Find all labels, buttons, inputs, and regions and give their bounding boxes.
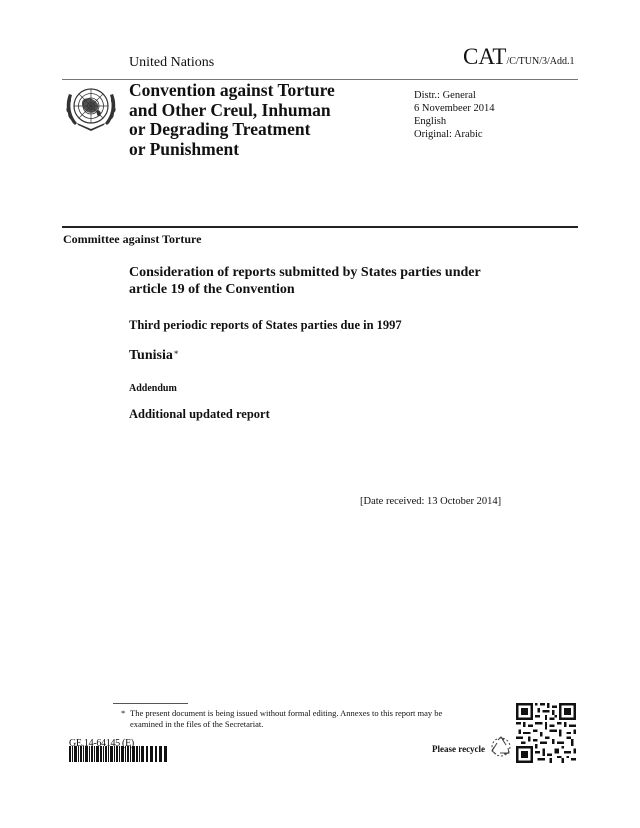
heading-line: Consideration of reports submitted by States parties under: [129, 265, 481, 280]
symbol-main: CAT: [463, 44, 507, 69]
recycle-icon: [491, 736, 511, 758]
organization-name: United Nations: [129, 55, 215, 70]
document-date: 6 Novembeer 2014: [414, 103, 495, 114]
title-line: and Other Creul, Inhuman: [129, 99, 331, 120]
country-name: Tunisia: [129, 348, 173, 363]
symbol-suffix: /C/TUN/3/Add.1: [506, 56, 575, 67]
section-rule: [62, 226, 578, 228]
title-line: or Degrading Treatment: [129, 119, 311, 139]
addendum-label: Addendum: [129, 383, 177, 394]
original-language: Original: Arabic: [414, 129, 483, 140]
consideration-heading: [129, 265, 481, 298]
title-line: Convention against Torture: [129, 80, 335, 100]
footnote-rule: [113, 703, 188, 704]
country-heading: [129, 348, 178, 364]
job-number: GE.14-64145 (E): [69, 738, 134, 749]
un-emblem-icon: [63, 82, 119, 132]
report-subtitle: Additional updated report: [129, 407, 270, 421]
title-line: or Punishment: [129, 138, 240, 159]
footnote-marker[interactable]: *: [173, 349, 179, 359]
document-language: English: [414, 116, 447, 127]
document-symbol: [463, 44, 575, 70]
convention-title: [129, 81, 335, 159]
footnote-text-line1: The present document is being issued without formal editing. Annexes to this report may be: [130, 708, 443, 718]
periodic-reports-heading: Third periodic reports of States parties due in 1997: [129, 318, 402, 332]
footnote-text-line2: examined in the files of the Secretariat.: [130, 719, 264, 729]
please-recycle-label: Please recycle: [432, 744, 486, 754]
footnote: [121, 708, 501, 730]
qr-code-icon: [516, 703, 576, 763]
distribution-type: Distr.: General: [414, 90, 476, 101]
footnote-mark: *: [121, 708, 126, 718]
committee-name: Committee against Torture: [63, 232, 202, 246]
date-received: [Date received: 13 October 2014]: [360, 496, 502, 507]
heading-line: article 19 of the Convention: [129, 281, 295, 297]
distribution-block: [414, 89, 494, 141]
